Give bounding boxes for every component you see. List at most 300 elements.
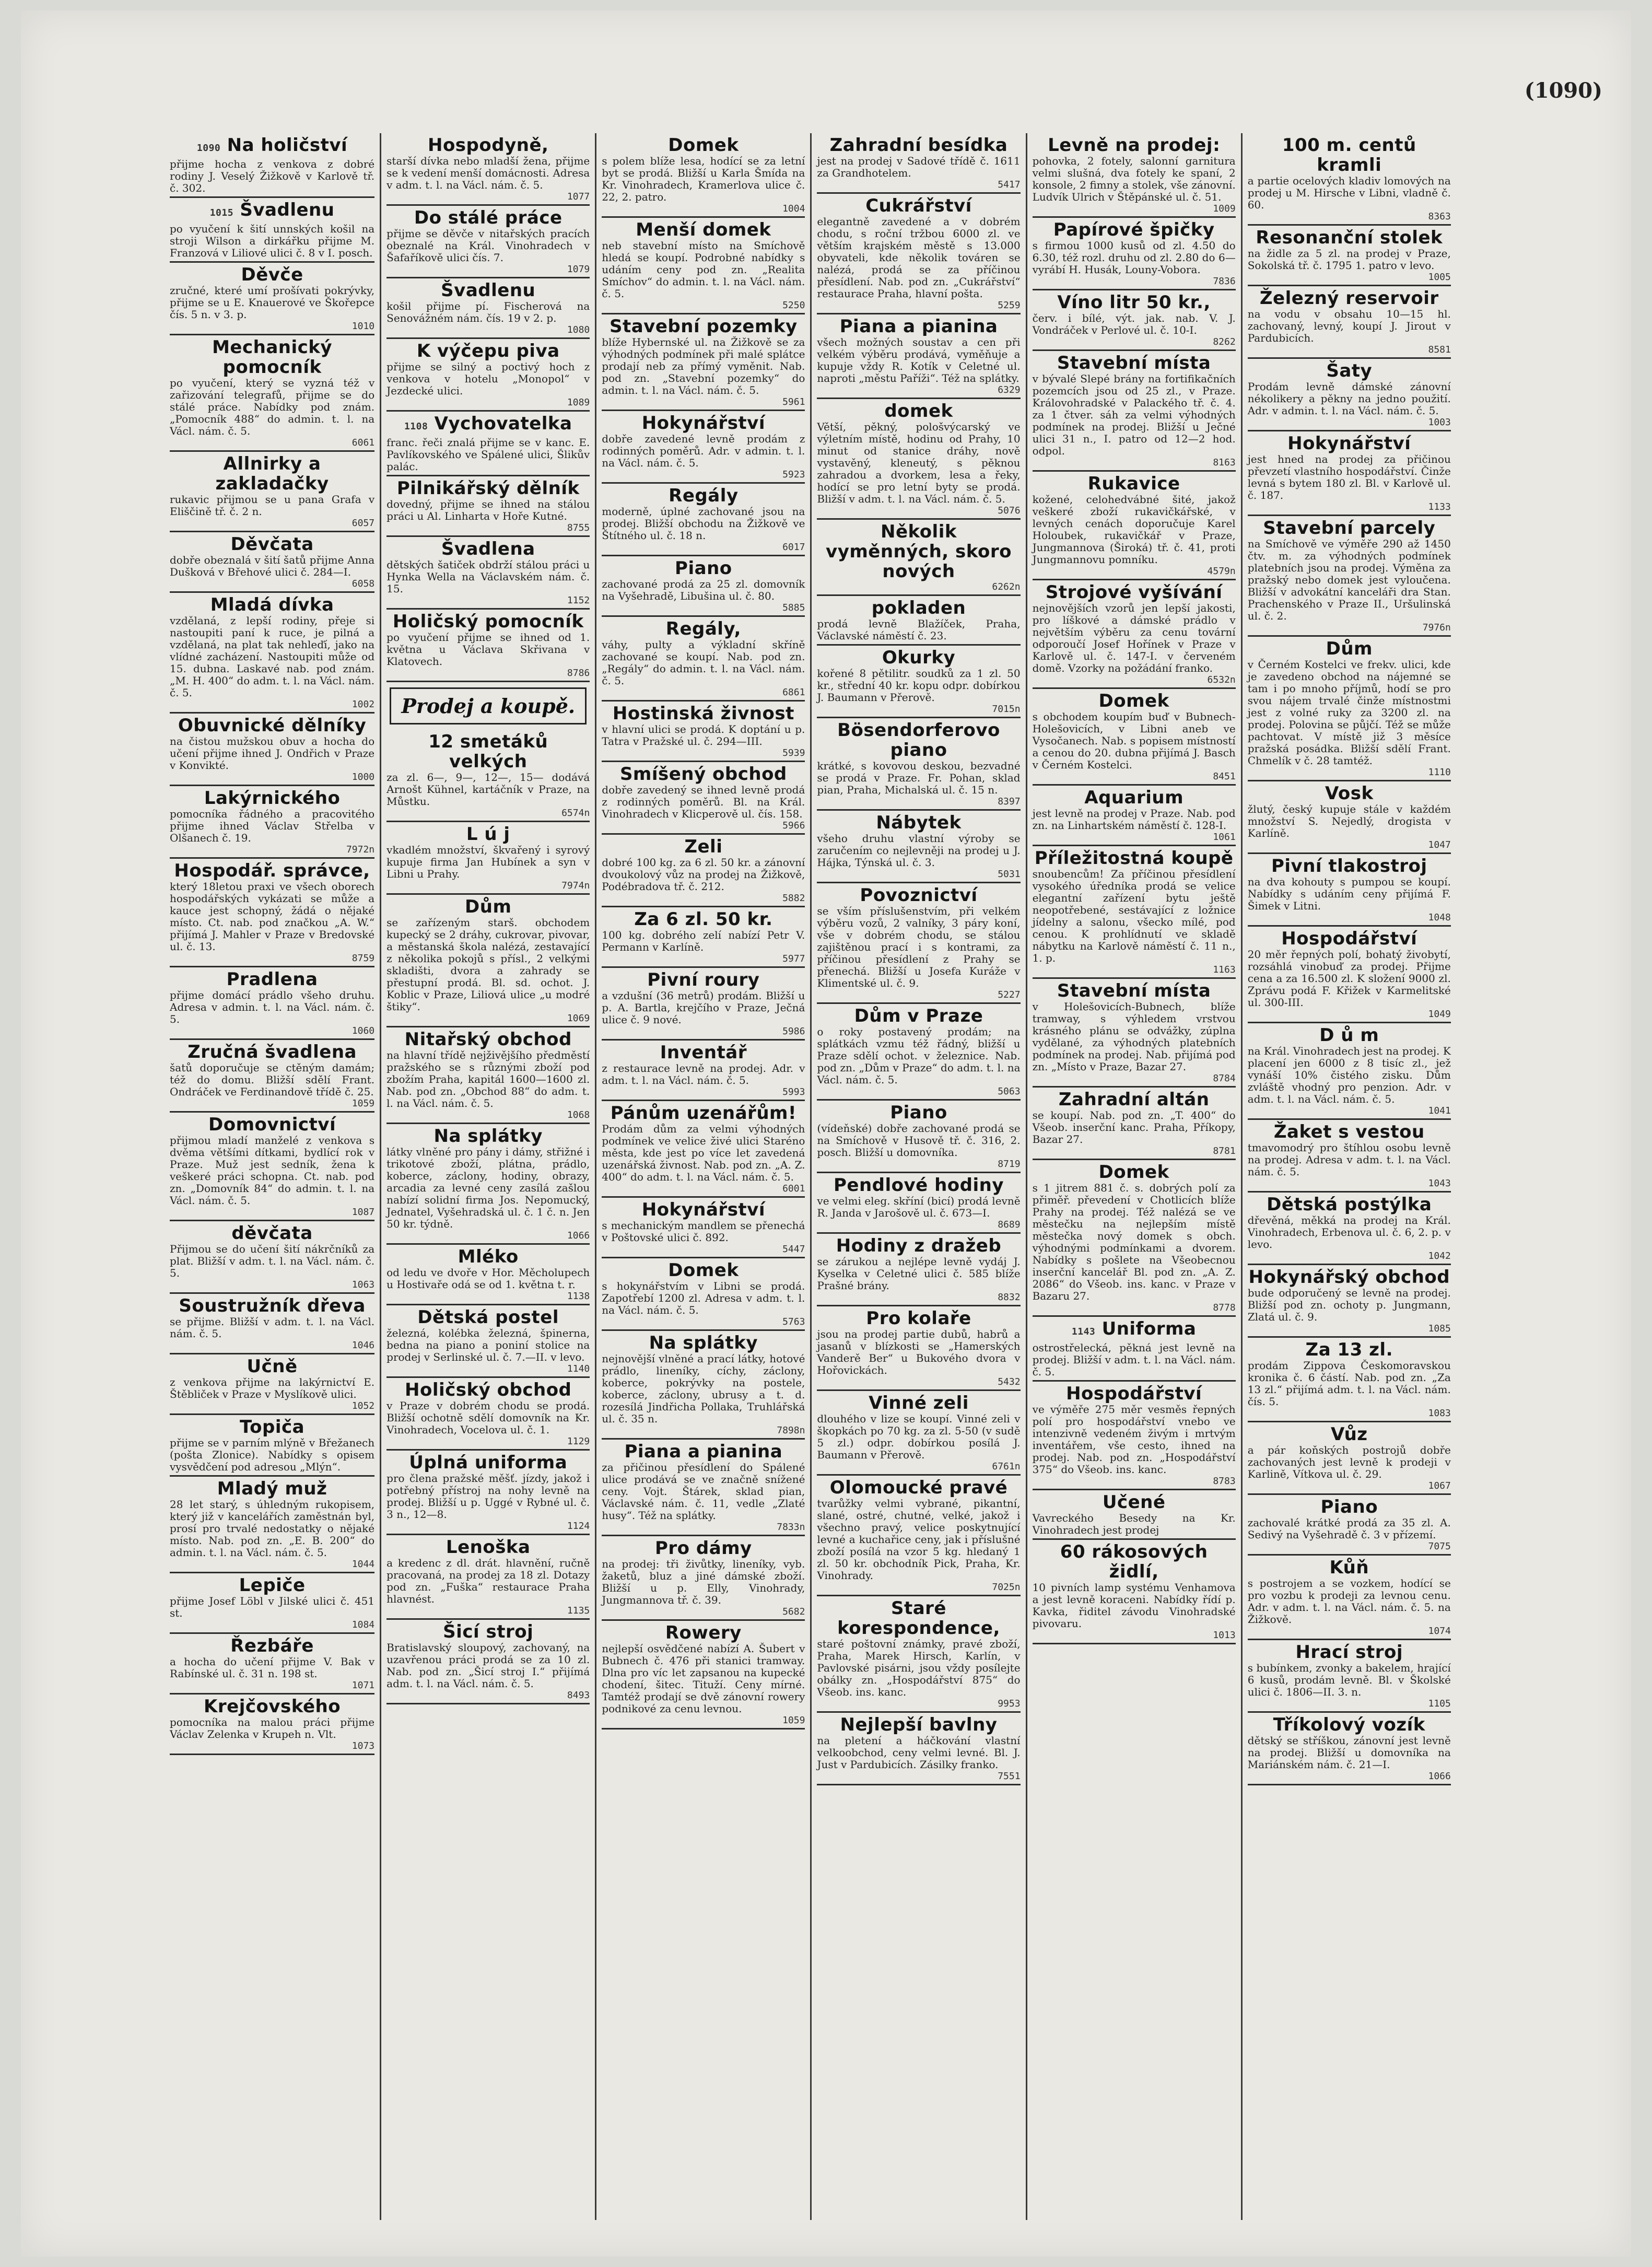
classified-ad xyxy=(1248,1495,1451,1556)
ad-reference: 7833n xyxy=(777,1522,805,1533)
ad-title xyxy=(602,413,805,433)
ad-reference: 1013 xyxy=(1213,1630,1236,1641)
ad-title xyxy=(170,1575,374,1595)
ad-title xyxy=(817,1598,1020,1638)
ad-body: šatů doporučuje se ctěným damám; též do domu. Bližší sdělí Frant. Ondráček ve Ferdinandově třídě č. 25. xyxy=(170,1061,375,1098)
ad-title-text: domek xyxy=(884,401,953,422)
ad-body: zachovalé krátké prodá za 35 zl. A. Sedivý na Vyšehradě č. 3 v přízemí. xyxy=(1247,1516,1451,1541)
ad-title xyxy=(170,1479,374,1499)
ad-title-text: Nábytek xyxy=(876,812,962,833)
classified-ad xyxy=(170,1221,374,1294)
ad-reference: 6329 xyxy=(998,384,1021,395)
classified-ad xyxy=(1248,1556,1451,1640)
ad-title-text: děvčata xyxy=(231,1223,313,1244)
classified-ad xyxy=(602,1041,805,1101)
ad-title xyxy=(170,135,374,158)
ad-body: 20 měr řepných polí, bohatý živobytí, rozsáhlá vinobuď za prodej. Přijme cena a za 16.500 zl. K složení 9000 zl. Zprávu podá F. Křižek v Karmelitské ul. 300-III. xyxy=(1247,948,1451,1009)
section-banner: Prodej a koupě. xyxy=(390,687,587,724)
ad-title xyxy=(1248,1642,1451,1662)
ad-reference: 6058 xyxy=(352,578,375,589)
ad-title-text: Lakýrnického xyxy=(204,788,341,809)
ad-title-text: 12 smetáků velkých xyxy=(428,731,548,772)
ad-title-text: Pradlena xyxy=(226,969,318,990)
ad-reference: 1002 xyxy=(352,699,375,710)
ad-reference: 1110 xyxy=(1428,767,1451,778)
classified-ad xyxy=(602,1198,805,1258)
ad-title-text: Uniforma xyxy=(1102,1318,1197,1339)
ad-reference: 7075 xyxy=(1428,1541,1451,1552)
ad-title-text: Dům v Praze xyxy=(854,1006,983,1026)
ad-title xyxy=(1248,856,1451,876)
ad-reference: 5939 xyxy=(782,747,805,758)
ad-code: 1090 xyxy=(196,143,221,154)
classified-ad xyxy=(817,1391,1020,1476)
ad-body: kořené 8 pětilitr. soudků za 1 zl. 50 kr., střední 40 kr. kopu odpr. dobírkou J. Baumann v Přerově. xyxy=(817,667,1021,704)
ad-title xyxy=(386,539,590,559)
ad-body: Přijmou se do učení šití nákrčníků za plat. Bližší v adm. t. l. na Václ. nám. č. 5. xyxy=(170,1243,375,1279)
ad-title-text: Vosk xyxy=(1325,783,1374,804)
ad-reference: 5882 xyxy=(782,893,805,904)
classified-ad xyxy=(602,617,805,702)
ad-reference: 5432 xyxy=(998,1376,1021,1387)
ad-body: na Král. Vinohradech jest na prodej. K placení jen 6000 z 8 tisíc zl., jež vynáší 10% čistého zisku. Dům zvláště vhodný pro penzion. Adr. v adm. t. l. na Václ. nám. č. 5. xyxy=(1247,1045,1451,1105)
ad-title-text: K výčepu piva xyxy=(416,341,560,361)
ad-title-text: Na splátky xyxy=(433,1126,543,1147)
classified-ad xyxy=(1033,1160,1236,1317)
ad-title xyxy=(1248,518,1451,538)
ad-body: s hokynářstvím v Libni se prodá. Zapotřebí 1200 zl. Adresa v adm. t. l. na Václ. nám. č. 5. xyxy=(602,1280,805,1316)
classified-ad xyxy=(386,1620,590,1704)
classified-ad xyxy=(1033,133,1236,218)
ad-reference: 1129 xyxy=(567,1436,590,1447)
ad-title xyxy=(386,897,590,917)
ad-title xyxy=(1248,1497,1451,1517)
ad-title-text: Piana a pianina xyxy=(839,316,998,337)
ad-title-text: Rukavice xyxy=(1087,473,1180,494)
ad-title-text: Piano xyxy=(1320,1497,1378,1517)
classified-ad xyxy=(1248,1265,1451,1338)
ad-title-text: Dětská postel xyxy=(417,1307,559,1328)
ad-title xyxy=(1248,434,1451,453)
classified-ad xyxy=(602,968,805,1041)
ad-body: se zárukou a nejlépe levně vydáj J. Kyselka v Celetné ulici č. 585 blíže Prašné brány. xyxy=(817,1255,1021,1292)
ad-body: ostrostřelecká, pěkná jest levně na prodej. Bližší v adm. t. l. na Václ. nám. č. 5. xyxy=(1032,1341,1236,1378)
classified-ad xyxy=(817,399,1020,520)
classified-ad xyxy=(817,1101,1020,1173)
ad-reference: 1124 xyxy=(567,1521,590,1532)
classified-ad xyxy=(386,1124,590,1245)
ad-title xyxy=(817,401,1020,421)
classified-ad xyxy=(1248,781,1451,854)
ad-reference: 5417 xyxy=(998,179,1021,190)
ad-body: a partie ocelových kladiv lomových na prodej u M. Hirsche v Libni, vladně č. 60. xyxy=(1247,174,1451,211)
ad-body: Prodám dům za velmi výhodných podmínek ve velice živé ulici Staréno města, kde jest po více let zavedená uzenářská živnost. Nab. pod zn. „A. Z. 400“ do adm. t. l. na Václ. nám. č. 5. xyxy=(602,1123,805,1183)
ad-title-text: Vinné zeli xyxy=(869,1393,969,1413)
ad-reference: 1140 xyxy=(567,1363,590,1374)
ad-reference: 8581 xyxy=(1428,344,1451,355)
ad-reference: 8781 xyxy=(1213,1146,1236,1156)
ad-title xyxy=(1033,474,1236,494)
ad-title-text: Hokynářství xyxy=(641,413,765,434)
ad-reference: 5447 xyxy=(782,1244,805,1255)
ad-title-text: Švadlena xyxy=(441,539,535,559)
ad-title xyxy=(1248,1424,1451,1444)
column-3 xyxy=(595,133,810,2220)
ad-title-text: Hodiny z dražeb xyxy=(836,1235,1002,1256)
ad-body: 10 pivních lamp systému Venhamova a jest levně koraceni. Nabídky řídí p. Kavka, řiditel závodu Vinohradské pivovaru. xyxy=(1032,1581,1236,1630)
ad-reference: 7972n xyxy=(346,844,375,855)
ad-title-text: Piano xyxy=(890,1102,947,1123)
column-2 xyxy=(380,133,595,2220)
ad-title-text: Řezbáře xyxy=(230,1635,314,1656)
ad-body: dobře zavedený se ihned levně prodá z rodinných poměrů. Bl. na Král. Vinohradech v Klicperově ul. čís. 158. xyxy=(602,784,805,820)
ad-title xyxy=(602,909,805,929)
ad-title-text: Bösendorferovo piano xyxy=(837,720,1000,761)
ad-title xyxy=(170,788,374,808)
ad-title xyxy=(1033,788,1236,808)
ad-title-text: Stavební parcely xyxy=(1263,518,1436,539)
classified-ad xyxy=(170,859,374,967)
ad-title-text: Na splátky xyxy=(649,1333,758,1353)
ad-title-text: 100 m. centů kramli xyxy=(1282,135,1416,176)
ad-reference: 1043 xyxy=(1428,1178,1451,1189)
ad-title xyxy=(817,196,1020,216)
ad-body: elegantně zavedené a v dobrém chodu, s roční tržbou 6000 zl. ve větším krajském městě s 13.000 obyvateli, kde několik továren se nalézá, prodá se za příčinou přesídlení. Nab. pod zn. „Cukrářství“ restaurace Praha, hlavní pošta. xyxy=(817,215,1021,300)
ad-body: snoubencům! Za příčinou přesídlení vysokého úředníka prodá se velice elegantní zařízení bytu ještě neopotřebené, sestávající z ložnice jídelny a salonu, všecko mílé, pod cenou. K prohlídnutí ve skladě nábytku na Karlově náměstí č. 11 n., 1. p. xyxy=(1032,868,1236,964)
ad-title-text: Resonanční stolek xyxy=(1256,227,1443,248)
column-4 xyxy=(810,133,1025,2220)
ad-title xyxy=(602,135,805,155)
classified-ad xyxy=(170,1113,374,1221)
ad-reference: 5227 xyxy=(998,989,1021,1000)
classified-ad xyxy=(1033,472,1236,580)
classified-ad xyxy=(1033,1490,1236,1540)
ad-title xyxy=(1248,639,1451,659)
ad-body: dřevěná, měkká na prodej na Král. Vinohradech, Erbenova ul. č. 6, 2. p. v levo. xyxy=(1247,1214,1451,1251)
ad-title xyxy=(1033,293,1236,312)
ad-title-text: Nitařský obchod xyxy=(404,1029,572,1050)
ad-body: váhy, pulty a výkladní skříně zachované se koupí. Nab. pod zn. „Regály“ do admin. t. l. na Václ. nám. č. 5. xyxy=(602,638,805,687)
classified-ad xyxy=(1033,846,1236,979)
ad-title xyxy=(386,612,590,632)
ad-body: přijmou mladí manželé z venkova s dvěma většími dítkami, bydlící rok v Praze. Muž jest sedník, žena k veškeré práci schopna. Ct. nab. pod zn. „Domovník 84“ do admin. t. l. na Václ. nám. č. 5. xyxy=(170,1134,375,1207)
ad-title xyxy=(602,1442,805,1462)
ad-title xyxy=(1248,1267,1451,1287)
classified-ad xyxy=(386,206,590,278)
classified-ad xyxy=(1248,1193,1451,1265)
classified-ad xyxy=(1248,226,1451,286)
classified-ad xyxy=(1248,1023,1451,1120)
ad-body: všeho druhu vlastní výroby se zaručením co nejlevněji na prodej u J. Hájka, Týnská ul. č. 3. xyxy=(817,832,1021,869)
ad-reference: 1004 xyxy=(782,203,805,214)
ad-reference: 1049 xyxy=(1428,1009,1451,1020)
ad-title-text: Za 13 zl. xyxy=(1305,1339,1393,1360)
classified-ad xyxy=(386,1451,590,1535)
ad-code: 1143 xyxy=(1071,1326,1096,1337)
ad-reference: 1084 xyxy=(352,1619,375,1630)
ad-title xyxy=(170,1636,374,1656)
ad-title-text: Pro dámy xyxy=(654,1538,752,1559)
ad-title xyxy=(602,1260,805,1280)
ad-title xyxy=(1248,1715,1451,1735)
classified-ad xyxy=(817,1476,1020,1596)
ad-title-text: Hospodář. správce, xyxy=(174,860,370,881)
ad-body: s 1 jitrem 881 č. s. dobrých polí za přiměř. převedení v Chotlicích blíže Prahy na prodej. Též nalézá se ve městečku na nejlepším místě městečka nový domek s obch. výhodnými podmínkami a dvorem. Nabídky s pošlete na Všeobecnou inserční kancelář Bl. pod zn. „A. Z. 2086“ do Všeob. ins. kanc. v Praze v Bazaru 27. xyxy=(1032,1182,1236,1302)
ad-body: franc. řeči znalá přijme se v kanc. E. Pavlíkovského ve Spálené ulici, Šlikův palác. xyxy=(386,436,590,473)
ad-title xyxy=(386,341,590,361)
ad-reference: 1105 xyxy=(1428,1698,1451,1709)
classified-ad xyxy=(602,556,805,617)
ad-reference: 5682 xyxy=(782,1606,805,1617)
ad-title xyxy=(602,764,805,784)
ad-title-text: Holičský pomocník xyxy=(392,611,584,632)
ad-reference: 5986 xyxy=(782,1026,805,1037)
ad-body: z restaurace levně na prodej. Adr. v adm. t. l. na Václ. nám. č. 5. xyxy=(602,1062,805,1086)
column-1 xyxy=(165,133,380,2220)
ad-title-text: Zručná švadlena xyxy=(188,1042,357,1062)
ad-title-text: Za 6 zl. 50 kr. xyxy=(634,909,773,930)
ad-reference: 7976n xyxy=(1422,622,1451,633)
ad-body: zručné, které umí prošívati pokrývky, přijme se u E. Knauerové ve Škořepce čís. 5 n. v 3. p. xyxy=(170,284,375,321)
ad-title xyxy=(817,648,1020,668)
ad-code: 1108 xyxy=(404,421,428,432)
ad-reference: 8451 xyxy=(1213,771,1236,782)
classified-ad xyxy=(170,1573,374,1634)
ad-reference: 1066 xyxy=(567,1230,590,1241)
ad-body: Vavreckého Besedy na Kr. Vinohradech jest prodej xyxy=(1032,1512,1236,1536)
ad-reference: 8783 xyxy=(1213,1476,1236,1487)
ad-title xyxy=(386,1537,590,1557)
ad-title xyxy=(1248,228,1451,248)
ad-reference: 5259 xyxy=(998,300,1021,311)
classified-ad xyxy=(1033,689,1236,786)
ad-reference: 1074 xyxy=(1428,1626,1451,1637)
ad-reference: 1060 xyxy=(352,1025,375,1036)
classified-ad xyxy=(386,278,590,339)
ad-title-text: Domek xyxy=(1098,1162,1169,1183)
ad-title-text: Stavební místa xyxy=(1057,980,1211,1001)
classified-ad xyxy=(602,762,805,835)
ad-reference: 8397 xyxy=(998,796,1021,807)
ad-reference: 1042 xyxy=(1428,1251,1451,1261)
ad-reference: 1138 xyxy=(567,1291,590,1302)
classified-ad xyxy=(1033,580,1236,689)
ad-body: látky vlněné pro pány i dámy, střižné i trikotové zboží, plátna, prádlo, koberce, záclony, hodiny, obrazy, arcadia za levné ceny zasílá zašlou nabízí solidní firma Jos. Nepomucký, Jednatel, Vyšehradská ul. č. 1 č. n. Jen 50 kr. týdně. xyxy=(386,1146,590,1230)
ad-body: v Holešovicích-Bubnech, blíže tramway, s výhledem vrstvou krásného plánu se odvážky, zúplna vydělané, za výhodných platebních podmínek na prodej. Nab. přijímá pod zn. „Místo v Praze, Bazar 27. xyxy=(1032,1000,1236,1073)
classified-ad xyxy=(170,133,374,198)
ad-body: dobré 100 kg. za 6 zl. 50 kr. a zánovní dvoukolový vůz na prodej na Žižkově, Podébradova tř. č. 212. xyxy=(602,856,805,893)
classified-ad xyxy=(1248,1338,1451,1422)
ad-reference: 1003 xyxy=(1428,417,1451,428)
ad-body: prodám Zippova Českomoravskou kronika č. 6 částí. Nab. pod zn. „Za 13 zl.“ přijímá adm. t. l. na Václ. nám. čís. 5. xyxy=(1247,1359,1451,1408)
ad-title xyxy=(386,1126,590,1146)
ad-reference: 1052 xyxy=(352,1400,375,1411)
ad-title-text: Domek xyxy=(668,135,739,156)
ad-title-text: Děvčata xyxy=(230,534,314,555)
ad-title-text: Levně na prodej: xyxy=(1048,135,1221,156)
ad-title xyxy=(1248,1558,1451,1577)
ad-reference: 5923 xyxy=(782,469,805,480)
ad-reference: 1069 xyxy=(567,1013,590,1024)
ad-reference: 5250 xyxy=(782,300,805,311)
ad-code: 1015 xyxy=(209,207,234,218)
ad-title-text: Na holičství xyxy=(227,135,348,156)
ad-title-text: Vychovatelka xyxy=(434,413,572,434)
ad-title-text: Stavební pozemky xyxy=(610,316,798,337)
classified-ad xyxy=(602,1536,805,1621)
ad-title-text: Šaty xyxy=(1326,360,1373,381)
classified-ad xyxy=(1033,1382,1236,1490)
classified-ad xyxy=(170,1634,374,1695)
classified-ad xyxy=(170,1415,374,1477)
page-number: (1090) xyxy=(1524,78,1602,103)
ad-title-text: Papírové špičky xyxy=(1053,219,1215,240)
ad-reference: 6761n xyxy=(992,1461,1021,1472)
ad-reference: 7551 xyxy=(998,1771,1021,1782)
ad-title-text: Topiča xyxy=(240,1417,305,1438)
classified-ad xyxy=(1248,637,1451,781)
classified-ad xyxy=(602,702,805,762)
classified-ad xyxy=(602,1258,805,1331)
ad-title-text: Dům xyxy=(465,896,512,917)
ad-reference: 1083 xyxy=(1428,1408,1451,1419)
classified-ad xyxy=(817,646,1020,718)
ad-title xyxy=(602,970,805,990)
ad-body: a kredenc z dl. drát. hlavnění, ručně pracovaná, na prodej za 18 zl. Dotazy pod zn. „Fuška“ restaurace Praha hlavnést. xyxy=(386,1557,590,1605)
classified-ad xyxy=(602,484,805,556)
ad-body: dětský se stříškou, zánovní jest levně na prodej. Bližší u domovníka na Mariánském nám. č. 21—I. xyxy=(1247,1734,1451,1771)
ad-title-text: D ů m xyxy=(1319,1025,1379,1046)
ad-title xyxy=(1033,691,1236,711)
classified-ad xyxy=(602,411,805,484)
ad-reference: 5993 xyxy=(782,1086,805,1097)
classified-ad xyxy=(602,1101,805,1198)
ad-body: starší dívka nebo mladší žena, přijme se k vedení menší domácnosti. Adresa v adm. t. l. na Václ. nám. č. 5. xyxy=(386,155,590,191)
ad-reference: 5966 xyxy=(782,820,805,831)
ad-reference: 6061 xyxy=(352,437,375,448)
ad-body: rukavic přijmou se u pana Grafa v Eliščině tř. č. 2 n. xyxy=(170,493,375,518)
ad-reference: 1135 xyxy=(567,1605,590,1616)
ad-body: vzdělaná, z lepší rodiny, přeje si nastoupiti paní k ruce, je pilná a vzdělaná, na plat tak nehleďí, jako na vlídné zacházení. Nastoupiti může od 15. dubna. Laskavé nab. pod znám. „M. H. 400“ do adm. t. l. na Václ. nám. č. 5. xyxy=(170,614,375,699)
ad-title-text: Regály, xyxy=(665,618,741,639)
ad-body: ve velmi eleg. skříní (bicí) prodá levně R. Janda v Jarošově ul. č. 673—I. xyxy=(817,1195,1021,1219)
ad-title-text: Kůň xyxy=(1329,1557,1369,1578)
ad-reference: 8262 xyxy=(1213,336,1236,347)
ad-reference: 7015n xyxy=(992,704,1021,715)
ad-body: nejnovější vlněné a prací látky, hotové prádlo, lineníky, cíchy, záclony, koberce, pokrývky na postele, koberce, záclony, ubrusy a t. d. rozesílá Jindřicha Pollaka, Truhlářská ul. č. 35 n. xyxy=(602,1352,805,1425)
ad-body: dobře zavedené levně prodám z rodinných poměrů. Adr. v admin. t. l. na Václ. nám. č. 5. xyxy=(602,433,805,469)
ad-body: červ. i bílé, výt. jak. nab. V. J. Vondráček v Perlové ul. č. 10-I. xyxy=(1032,312,1236,336)
ad-body: jest na prodej v Sadové třídě č. 1611 za Grandhotelem. xyxy=(817,155,1021,179)
ad-title-text: Nejlepší bavlny xyxy=(840,1714,998,1735)
classified-columns xyxy=(165,133,1631,2220)
ad-title xyxy=(1033,1542,1236,1582)
ad-reference: 5031 xyxy=(998,869,1021,880)
ad-reference: 1009 xyxy=(1213,203,1236,214)
ad-title-text: Smíšený obchod xyxy=(619,764,787,785)
classified-ad xyxy=(602,218,805,314)
ad-body: přijme Josef Löbl v Jilské ulici č. 451 st. xyxy=(170,1595,375,1619)
ad-title-text: Zahradní altán xyxy=(1058,1089,1210,1110)
classified-ad xyxy=(170,967,374,1040)
ad-reference: 7898n xyxy=(777,1425,805,1436)
ad-reference: 7025n xyxy=(992,1582,1021,1593)
ad-body: za zl. 6—, 9—, 12—, 15— dodává Arnošt Kühnel, kartáčník v Praze, na Můstku. xyxy=(386,771,590,808)
classified-ad xyxy=(386,412,590,476)
classified-ad xyxy=(1248,927,1451,1023)
ad-reference: 1059 xyxy=(782,1715,805,1726)
ad-title xyxy=(1248,1122,1451,1142)
classified-ad xyxy=(602,314,805,411)
classified-ad xyxy=(1248,1640,1451,1713)
ad-title-text: Mladá dívka xyxy=(210,594,334,615)
ad-title-text: Žaket s vestou xyxy=(1273,1121,1425,1142)
ad-reference: 1059 xyxy=(352,1098,375,1109)
ad-title xyxy=(386,135,590,155)
ad-body: pomocníka řádného a pracovitého přijme ihned Václav Střelba v Olšanech č. 19. xyxy=(170,808,375,844)
ad-reference: 9953 xyxy=(998,1698,1021,1709)
classified-ad xyxy=(170,1354,374,1415)
classified-ad xyxy=(1033,1088,1236,1160)
ad-title-text: Hospodyně, xyxy=(427,135,549,156)
ad-title xyxy=(170,1042,374,1062)
ad-title xyxy=(386,1247,590,1267)
ad-title-text: Pivní tlakostroj xyxy=(1271,856,1427,877)
classified-ad xyxy=(817,811,1020,883)
classified-ad xyxy=(817,520,1020,596)
classified-ad xyxy=(602,1331,805,1440)
ad-title-text: Hrací stroj xyxy=(1295,1642,1403,1663)
classified-ad xyxy=(817,1234,1020,1306)
ad-title-text: Hospodářství xyxy=(1281,928,1417,949)
classified-ad xyxy=(386,1378,590,1451)
ad-title-text: Domovnictví xyxy=(208,1114,336,1135)
ad-body: jest hned na prodej za přičinou převzetí vlastního hospodářství. Činže levná s bytem 180 zl. Bl. v Karlově ul. č. 187. xyxy=(1247,453,1451,501)
classified-ad xyxy=(170,335,374,452)
classified-ad xyxy=(1248,1713,1451,1785)
ad-title-text: L ú j xyxy=(466,824,510,845)
ad-title-text: Dětská postýlka xyxy=(1267,1194,1432,1215)
ad-reference: 1071 xyxy=(352,1680,375,1691)
ad-title-text: Víno litr 50 kr., xyxy=(1057,292,1211,313)
ad-title xyxy=(817,1236,1020,1256)
classified-ad xyxy=(1033,218,1236,290)
classified-ad xyxy=(817,194,1020,314)
classified-ad xyxy=(1033,351,1236,472)
ad-title-text: Lepiče xyxy=(239,1575,306,1596)
ad-title-text: Obuvnické dělníky xyxy=(178,715,367,736)
ad-reference: 8363 xyxy=(1428,211,1451,222)
classified-ad xyxy=(1248,1422,1451,1495)
ad-reference: 1044 xyxy=(352,1559,375,1570)
ad-body: přijme hocha z venkova z dobré rodiny J. Veselý Žižkově v Karlově tř. č. 302. xyxy=(170,158,375,194)
column-5 xyxy=(1026,133,1241,2220)
ad-reference: 1133 xyxy=(1428,501,1451,512)
ad-title xyxy=(1248,361,1451,381)
ad-reference: 1047 xyxy=(1428,839,1451,850)
ad-title-text: Pro kolaře xyxy=(866,1308,971,1329)
classified-ad xyxy=(817,1713,1020,1785)
ad-body: pro člena pražské měšť. jízdy, jakož i potřebný přístroj na nohy levně na prodej. Bližší u p. Uggé v Rybné ul. č. 3 n., 12—8. xyxy=(386,1472,590,1521)
ad-title-text: pokladen xyxy=(871,598,966,618)
classified-ad xyxy=(170,263,374,335)
ad-reference: 5961 xyxy=(782,396,805,407)
ad-reference: 5076 xyxy=(998,505,1021,516)
ad-reference: 1063 xyxy=(352,1279,375,1290)
ad-title-text: 60 rákosových židlí, xyxy=(1060,1541,1208,1582)
ad-reference: 8493 xyxy=(567,1690,590,1701)
classified-ad xyxy=(1248,133,1451,226)
